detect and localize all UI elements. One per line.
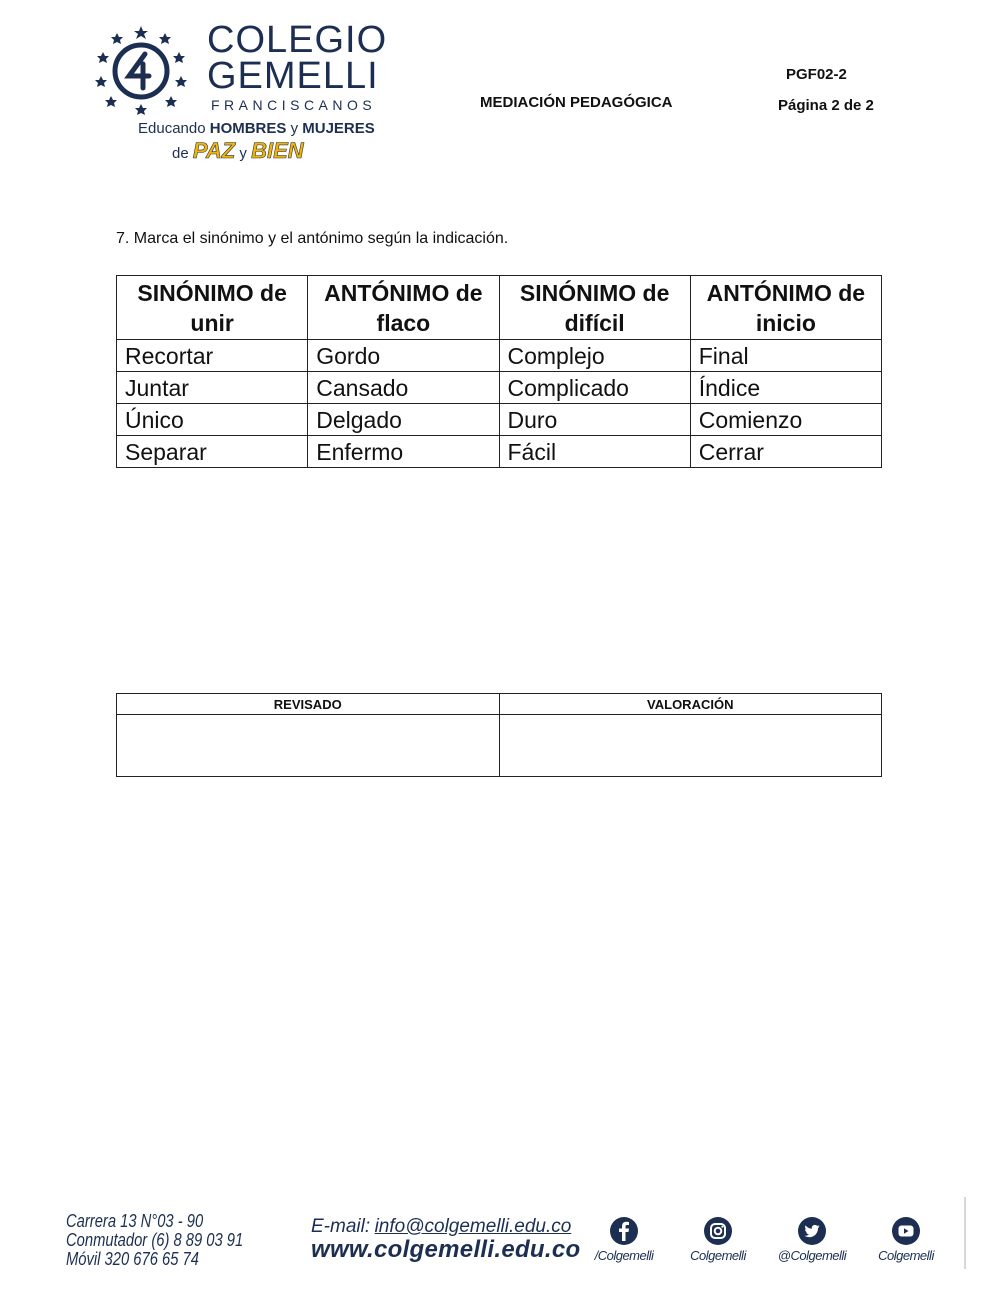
footer-phone: Conmutador (6) 8 89 03 91 xyxy=(66,1230,244,1250)
instagram-icon xyxy=(703,1216,733,1246)
word-option[interactable]: Delgado xyxy=(308,404,499,436)
synonym-antonym-table xyxy=(116,275,882,468)
twitter-icon xyxy=(797,1216,827,1246)
table-header-row xyxy=(117,276,882,340)
word-option[interactable]: Recortar xyxy=(117,340,308,372)
logo-line-1: COLEGIO xyxy=(207,19,388,61)
table-row xyxy=(117,404,882,436)
header-line: difícil xyxy=(564,309,625,336)
tagline-word: Educando xyxy=(138,120,206,137)
table-row xyxy=(117,340,882,372)
word-option[interactable]: Final xyxy=(690,340,881,372)
word-option[interactable]: Gordo xyxy=(308,340,499,372)
social-twitter[interactable] xyxy=(772,1216,852,1263)
word-option[interactable]: Juntar xyxy=(117,372,308,404)
school-logo-emblem xyxy=(95,24,187,116)
table-row xyxy=(117,372,882,404)
logo-tagline-2 xyxy=(172,138,304,164)
word-option[interactable]: Cerrar xyxy=(690,436,881,468)
review-table xyxy=(116,693,882,777)
logo-tagline-1 xyxy=(138,120,375,137)
logo-subtitle: FRANCISCANOS xyxy=(211,97,377,113)
social-youtube[interactable] xyxy=(866,1216,946,1263)
document-code: PGF02-2 xyxy=(786,66,847,83)
footer-mobile: Móvil 320 676 65 74 xyxy=(66,1249,199,1269)
word-option[interactable]: Complejo xyxy=(499,340,690,372)
tagline-word: HOMBRES xyxy=(209,120,287,137)
footer-web xyxy=(311,1216,580,1264)
header-line: SINÓNIMO de xyxy=(137,279,287,306)
column-header xyxy=(117,276,308,340)
review-header-row xyxy=(117,694,882,715)
logo-line-2: GEMELLI xyxy=(207,55,379,97)
column-header xyxy=(499,276,690,340)
header-line: ANTÓNIMO de xyxy=(706,279,866,306)
tagline-bien: BIEN xyxy=(251,138,304,163)
footer-contact xyxy=(66,1212,243,1269)
youtube-icon xyxy=(891,1216,921,1246)
tagline-word: MUJERES xyxy=(302,120,375,137)
social-label: Colgemelli xyxy=(878,1248,934,1263)
word-option[interactable]: Índice xyxy=(690,372,881,404)
column-header xyxy=(308,276,499,340)
header-line: unir xyxy=(190,309,234,336)
word-option[interactable]: Cansado xyxy=(308,372,499,404)
header-line: inicio xyxy=(755,309,816,336)
header-line: SINÓNIMO de xyxy=(519,279,670,306)
tagline-word: y xyxy=(239,145,247,162)
review-body-row xyxy=(117,715,882,777)
footer-address: Carrera 13 N°03 - 90 xyxy=(66,1211,204,1231)
word-option[interactable]: Duro xyxy=(499,404,690,436)
footer-divider xyxy=(964,1197,966,1269)
document-title: MEDIACIÓN PEDAGÓGICA xyxy=(480,94,673,111)
social-label: Colgemelli xyxy=(690,1248,746,1263)
website-link[interactable]: www.colgemelli.edu.co xyxy=(311,1236,581,1263)
exercise-instruction: 7. Marca el sinónimo y el antónimo según la indicación. xyxy=(116,230,509,247)
page-number: Página 2 de 2 xyxy=(778,97,874,114)
revisado-header: REVISADO xyxy=(117,694,500,715)
valoracion-header: VALORACIÓN xyxy=(499,694,882,715)
social-label: @Colgemelli xyxy=(777,1248,847,1263)
logo-wordmark xyxy=(207,19,388,97)
valoracion-cell xyxy=(499,715,882,777)
facebook-icon xyxy=(609,1216,639,1246)
table-row xyxy=(117,436,882,468)
social-facebook[interactable] xyxy=(584,1216,664,1263)
email-link[interactable]: info@colgemelli.edu.co xyxy=(374,1216,572,1237)
social-instagram[interactable] xyxy=(678,1216,758,1263)
word-option[interactable]: Complicado xyxy=(499,372,690,404)
column-header xyxy=(690,276,881,340)
email-label: E-mail: xyxy=(311,1216,371,1237)
word-option[interactable]: Único xyxy=(117,404,308,436)
tagline-word: de xyxy=(172,145,189,162)
tagline-word: y xyxy=(290,120,299,137)
word-option[interactable]: Enfermo xyxy=(308,436,499,468)
word-option[interactable]: Fácil xyxy=(499,436,690,468)
tagline-paz: PAZ xyxy=(192,138,236,163)
header-line: ANTÓNIMO de xyxy=(324,279,483,306)
revisado-cell xyxy=(117,715,500,777)
word-option[interactable]: Comienzo xyxy=(690,404,881,436)
social-label: /Colgemelli xyxy=(594,1248,654,1263)
word-option[interactable]: Separar xyxy=(117,436,308,468)
header-line: flaco xyxy=(376,309,431,336)
